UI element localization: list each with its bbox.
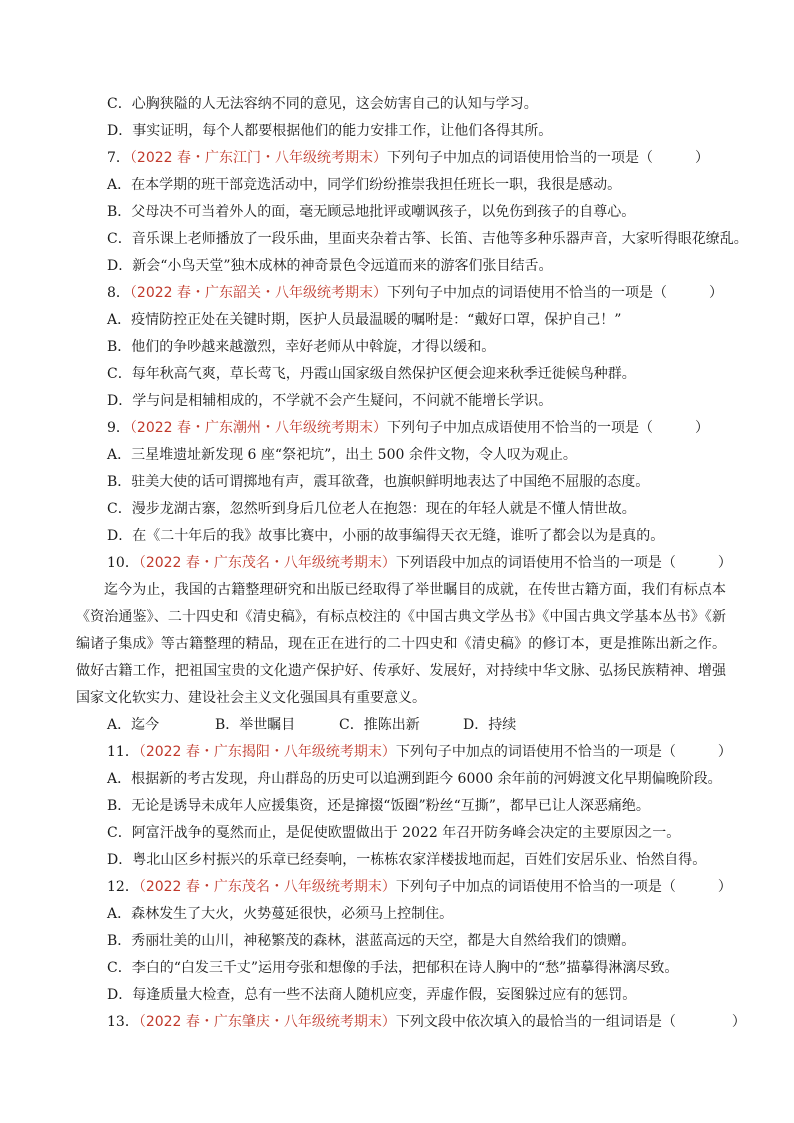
- question-stem: 下列句子中加点的词语使用不恰当的一项是（ ）: [395, 744, 732, 760]
- option-c-q6: C．心胸狭隘的人无法容纳不同的意见，这会妨害自己的认知与学习。: [107, 96, 538, 112]
- question-stem: 下列句子中加点的词语使用恰当的一项是（ ）: [387, 150, 709, 166]
- question-source: （2022 春・广东韶关・八年级统考期末）: [129, 285, 387, 301]
- option-c-q8: C．每年秋高气爽，草长莺飞，丹霞山国家级自然保护区便会迎来秋季迁徙候鸟种群。: [107, 366, 636, 382]
- option-b-q11: B．无论是诱导未成年人应援集资，还是撺掇“饭圈”粉丝“互撕”，都早已让人深恶痛绝。: [107, 798, 650, 814]
- question-source: （2022 春・广东茂名・八年级统考期末）: [138, 555, 396, 571]
- option-a-q12: A．森林发生了大火，火势蔓延很快，必须马上控制住。: [107, 906, 454, 922]
- question-stem: 下列文段中依次填入的最恰当的一组词语是（ ）: [395, 1014, 746, 1030]
- option-d-q7: D．新会“小鸟天堂”独木成林的神奇景色令远道而来的游客们张目结舌。: [107, 258, 553, 274]
- options-q10: [107, 715, 516, 735]
- option-d-q8: D．学与问是相辅相成的，不学就不会产生疑问，不问就不能增长学识。: [107, 393, 553, 409]
- question-stem: 下列句子中加点的词语使用不恰当的一项是（ ）: [395, 879, 732, 895]
- question-number: 9．: [107, 420, 130, 436]
- option-b-q9: B．驻美大使的话可谓掷地有声，震耳欲聋，也旗帜鲜明地表达了中国绝不屈服的态度。: [107, 474, 650, 490]
- question-13: [107, 1012, 746, 1032]
- option-a-q10: A．迄今: [107, 717, 160, 733]
- question-12: [107, 877, 732, 897]
- question-number: 8．: [107, 285, 130, 301]
- option-b-q10: B．举世瞩目: [215, 717, 296, 733]
- option-d-q9: D．在《二十年后的我》故事比赛中，小丽的故事编得天衣无缝，谁听了都会以为是真的。: [107, 528, 665, 544]
- option-c-q9: C．漫步龙湖古寨，忽然听到身后几位老人在抱怨：现在的年轻人就是不懂人情世故。: [107, 501, 636, 517]
- question-source: （2022 春・广东茂名・八年级统考期末）: [138, 879, 396, 895]
- question-number: 12．: [107, 879, 139, 895]
- question-source: （2022 春・广东肇庆・八年级统考期末）: [138, 1014, 396, 1030]
- option-c-q11: C．阿富汗战争的戛然而止，是促使欧盟做出于 2022 年召开防务峰会决定的主要原因之一。: [107, 825, 681, 841]
- option-c-q12: C．李白的“白发三千丈”运用夸张和想像的手法，把郁积在诗人胸中的“愁”描摹得淋漓尽致。: [107, 960, 679, 976]
- option-d-q6: D．事实证明，每个人都要根据他们的能力安排工作，让他们各得其所。: [107, 123, 553, 139]
- question-9: [107, 418, 709, 438]
- question-stem: 下列句子中加点成语使用不恰当的一项是（ ）: [387, 420, 709, 436]
- option-a-q11: A．根据新的考古发现，舟山群岛的历史可以追溯到距今 6000 余年前的河姆渡文化早期偏晚阶段。: [107, 771, 722, 787]
- question-number: 7．: [107, 150, 130, 166]
- option-d-q11: D．粤北山区乡村振兴的乐章已经奏响，一栋栋农家洋楼拔地而起，百姓们安居乐业、怡然自得。: [107, 852, 707, 868]
- passage-q10: 迄今为止，我国的古籍整理研究和出版已经取得了举世瞩目的成就，在传世古籍方面，我们有标点本《资治通鉴》、二十四史和《清史稿》，有标点校注的《中国古典文学丛书》《中国古典文学基本丛书》《新编诸子集成》等古籍整理的精品，现在正在进行的二十四史和《清史稿》的修订本，更是推陈出新之作。做好古籍工作，把祖国宝贵的文化遗产保护好、传承好、发展好，对持续中华文脉、弘扬民族精神、增强国家文化软实力、建设社会主义文化强国具有重要意义。: [76, 582, 726, 706]
- option-c-q7: C．音乐课上老师播放了一段乐曲，里面夹杂着古筝、长笛、吉他等多种乐器声音，大家听得眼花缭乱。: [107, 231, 748, 247]
- question-number: 11．: [107, 744, 139, 760]
- question-7: [107, 148, 709, 168]
- question-source: （2022 春・广东江门・八年级统考期末）: [129, 150, 387, 166]
- option-a-q8: A．疫情防控正处在关键时期，医护人员最温暖的嘱咐是：“戴好口罩，保护自己！”: [107, 312, 622, 328]
- question-source: （2022 春・广东潮州・八年级统考期末）: [129, 420, 387, 436]
- question-8: [107, 283, 723, 303]
- option-c-q10: C．推陈出新: [339, 717, 420, 733]
- option-b-q12: B．秀丽壮美的山川，神秘繁茂的森林，湛蓝高远的天空，都是大自然给我们的馈赠。: [107, 933, 636, 949]
- question-number: 13．: [107, 1014, 139, 1030]
- option-b-q7: B．父母决不可当着外人的面，毫无顾忌地批评或嘲讽孩子，以免伤到孩子的自尊心。: [107, 204, 636, 220]
- question-number: 10．: [107, 555, 139, 571]
- option-d-q10: D．持续: [463, 717, 517, 733]
- question-10: [107, 553, 732, 573]
- question-stem: 下列语段中加点的词语使用不恰当的一项是（ ）: [395, 555, 732, 571]
- question-source: （2022 春・广东揭阳・八年级统考期末）: [138, 744, 396, 760]
- option-a-q7: A．在本学期的班干部竞选活动中，同学们纷纷推崇我担任班长一职，我很是感动。: [107, 177, 622, 193]
- question-11: [107, 742, 732, 762]
- option-d-q12: D．每逢质量大检查，总有一些不法商人随机应变，弄虚作假，妄图躲过应有的惩罚。: [107, 987, 637, 1003]
- option-b-q8: B．他们的争吵越来越激烈，幸好老师从中斡旋，才得以缓和。: [107, 339, 496, 355]
- option-a-q9: A．三星堆遗址新发现 6 座“祭祀坑”，出土 500 余件文物，令人叹为观止。: [107, 447, 577, 463]
- question-stem: 下列句子中加点的词语使用不恰当的一项是（ ）: [387, 285, 723, 301]
